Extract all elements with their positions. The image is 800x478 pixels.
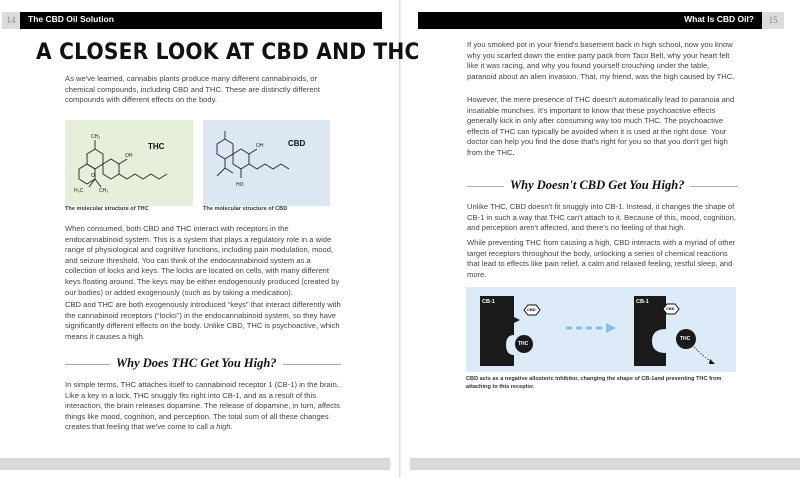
body-paragraph-thc-cb1-text: In simple terms, THC attaches itself to cannabinoid receptor 1 (CB-1) in the brain. Like a key in a lock, THC snuggly fits right into CB-1, and as a result of this interaction, the brain releases dopamine. The release of dopamine, in turn, affects things like mood, cognition, and perception. The total sum of all these changes creates that feeling that we've come to call a	[65, 380, 340, 432]
body-paragraph-dose: However, the mere presence of THC doesn't automatically lead to paranoia and insatiable munchies. It's important to know that these psychoactive effects generally kick in only after consuming way too much THC. The psychoactive effects of THC can typically be avoided when it is used at the right dose. Your doctor can help you find the dose that's right for you so that you don't get high from the THC.	[467, 95, 735, 157]
diagram-cb1-label-after: CB-1	[636, 299, 649, 305]
page-title: A CLOSER LOOK AT CBD AND THC	[36, 40, 420, 65]
body-paragraph-thc-cb1	[65, 380, 341, 433]
subhead-cbd-high: Why Doesn't CBD Get You High?	[504, 178, 690, 193]
svg-text:H₃C: H₃C	[74, 188, 84, 194]
diagram-thc-label-before: THC	[518, 341, 529, 347]
thc-structure-figure	[65, 120, 193, 206]
subhead-thc-high: Why Does THC Get You High?	[110, 356, 283, 371]
footer-bar-left	[0, 458, 390, 470]
cbd-molecule-drawing	[203, 120, 330, 206]
svg-text:OH: OH	[256, 143, 264, 149]
body-paragraph-thc-cb1-emphasis: high.	[216, 422, 233, 432]
receptor-diagram-drawing	[466, 287, 736, 372]
page-gutter	[399, 0, 401, 478]
footer-bar-right	[410, 458, 800, 470]
diagram-cbd-label-after: CBD	[666, 306, 675, 311]
page-number-left: 14	[2, 12, 20, 29]
svg-text:O: O	[91, 173, 95, 179]
body-paragraph-endocannabinoid: When consumed, both CBD and THC interact with receptors in the endocannabinoid system. This is a system that plays a regulatory role in a wide range of physiological and cognitive functions, including pain modulation, mood, and seizure threshold. You can think of the endocannabinoid system as a collection of locks and keys. The locks are located on cells, with many different keys floating around. The keys may be either endogenously produced (created by our bodies) or added exogenously (such as by taking a medication).	[65, 224, 340, 297]
cbd-structure-caption: The molecular structure of CBD	[203, 206, 288, 212]
svg-text:HO: HO	[236, 182, 244, 188]
body-paragraph-cbd-cb1: Unlike THC, CBD doesn't fit snuggly into CB-1. Instead, it changes the shape of CB-1 in such a way that THC can't attach to it. Because of this, mood, cognition, and perception aren't affected, and there's no feeling of that high.	[467, 202, 736, 233]
page-number-right: 15	[762, 12, 784, 29]
running-header-left-text: The CBD Oil Solution	[28, 14, 114, 24]
thc-structure-caption: The molecular structure of THC	[65, 206, 149, 212]
diagram-thc-label-after: THC	[680, 336, 691, 342]
cb1-receptor-diagram	[466, 287, 736, 372]
diagram-cb1-label-before: CB-1	[482, 299, 495, 305]
svg-text:OH: OH	[125, 153, 133, 159]
running-header-left	[20, 12, 382, 29]
svg-text:CH₃: CH₃	[91, 134, 101, 140]
cbd-structure-label: CBD	[288, 139, 306, 148]
thc-structure-label: THC	[148, 142, 165, 151]
body-paragraph-myriad: While preventing THC from causing a high, CBD interacts with a myriad of other target receptors throughout the body, unlocking a series of chemical reactions that lead to effects like pain relief, a calm and relaxed feeling, restful sleep, and more.	[467, 238, 736, 279]
intro-paragraph: As we've learned, cannabis plants produce many different cannabinoids, or chemical compounds, including CBD and THC. These are distinctly different compounds with different effects on the body.	[65, 74, 320, 105]
svg-text:CH₃: CH₃	[99, 188, 109, 194]
thc-molecule-drawing	[65, 120, 193, 206]
body-paragraph-basement: If you smoked pot in your friend's basement back in high school, now you know why you scarfed down the entire party pack from Taco Bell, why your heart felt like it was racing, and why you found yourself crouching under the table, paranoid about an alien invasion. That, my friend, was the high caused by THC.	[467, 40, 735, 81]
diagram-caption: CBD acts as a negative allosteric inhibitor, changing the shape of CB-1and preventing THC from attaching to this receptor.	[466, 376, 722, 390]
cbd-structure-figure	[203, 120, 330, 206]
running-header-right	[418, 12, 762, 29]
diagram-cbd-label-before: CBD	[527, 307, 536, 312]
body-paragraph-keys: CBD and THC are both exogenously introduced “keys” that interact differently with the cannabinoid receptors (“locks”) in the endocannabinoid system, so they have significantly different effects on the body. Unlike CBD, THC is psychoactive, which means it causes a high.	[65, 300, 341, 341]
running-header-right-text: What Is CBD Oil?	[684, 14, 754, 24]
